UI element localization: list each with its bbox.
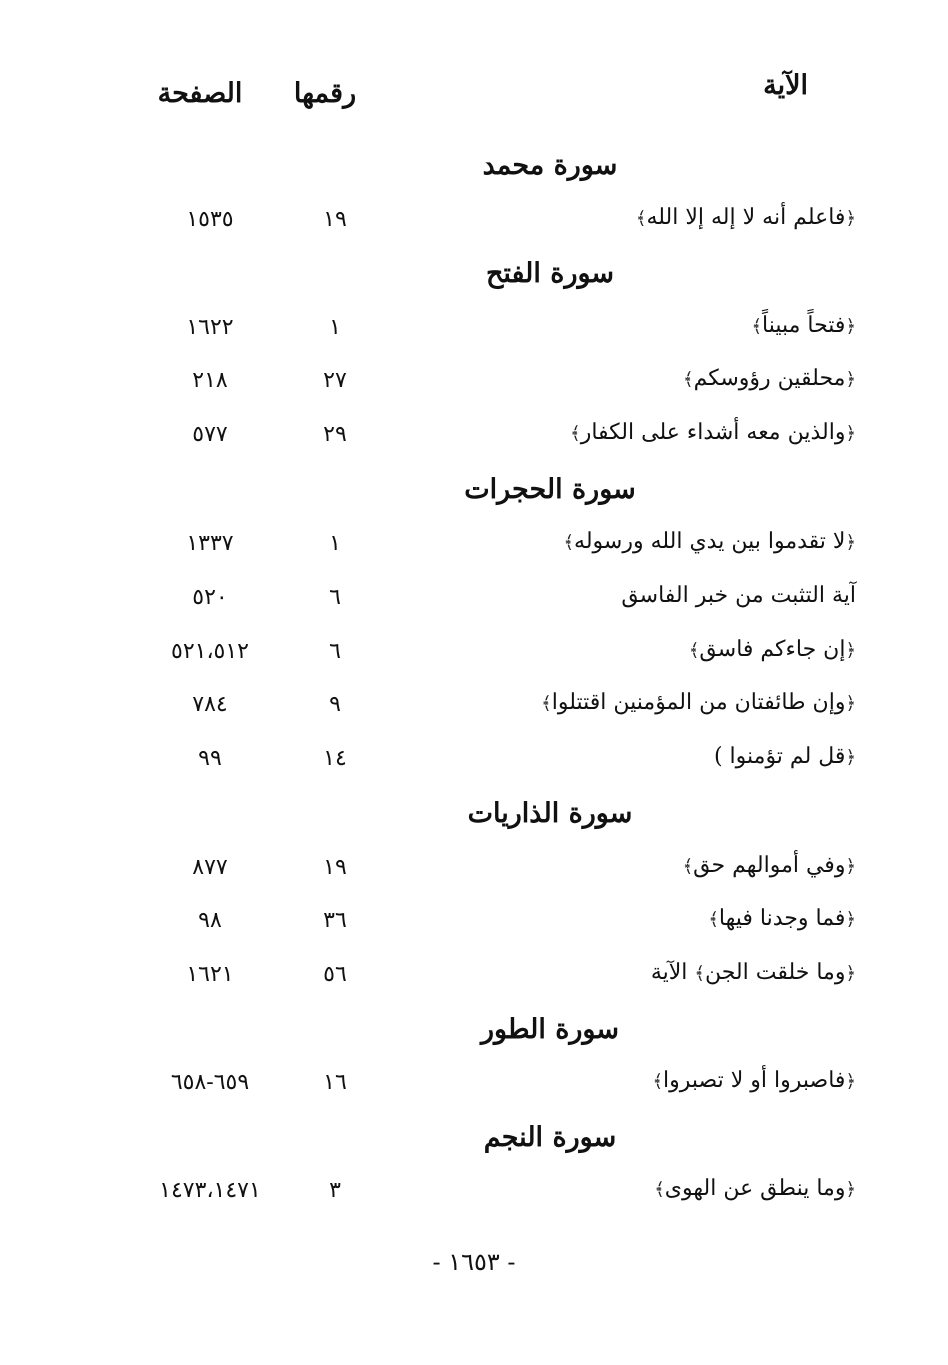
verse-number: ٥٦ — [323, 962, 347, 987]
header-number: رقمها — [293, 78, 357, 109]
table-row — [0, 960, 948, 1000]
table-row — [0, 420, 948, 460]
page-reference: ٥٧٧ — [192, 422, 228, 447]
verse-number: ١ — [329, 531, 341, 556]
verse-text: ﴿فتحاً مبيناً﴾ — [751, 313, 856, 338]
page-reference: ٩٩ — [198, 746, 222, 771]
verse-number: ١٤ — [323, 746, 347, 771]
surah-title: سورة الفتح — [485, 258, 615, 289]
verse-number: ٦ — [329, 585, 341, 610]
verse-number: ٦ — [329, 639, 341, 664]
verse-text: ﴿وفي أموالهم حق﴾ — [682, 853, 856, 878]
verse-number: ١٦ — [323, 1070, 347, 1095]
verse-text: ﴿محلقين رؤوسكم﴾ — [683, 366, 856, 391]
verse-number: ٣٦ — [323, 908, 347, 933]
verse-number: ١٩ — [323, 207, 347, 232]
verse-number: ١٩ — [323, 855, 347, 880]
verse-number: ٣ — [329, 1178, 341, 1203]
header-verse: الآية — [763, 70, 808, 101]
page-reference: ١٤٧٣،١٤٧١ — [159, 1178, 261, 1203]
verse-number: ٩ — [329, 692, 341, 717]
verse-text: ﴿فاعلم أنه لا إله إلا الله﴾ — [635, 205, 856, 230]
page-reference: ١٦٢٢ — [186, 315, 234, 340]
verse-text: ﴿قل لم تؤمنوا ) — [713, 744, 856, 769]
page-reference: ٧٨٤ — [192, 692, 228, 717]
page-reference: ٨٧٧ — [192, 855, 228, 880]
surah-title: سورة محمد — [482, 150, 618, 181]
table-row — [0, 637, 948, 677]
verse-text: ﴿وما ينطق عن الهوى﴾ — [654, 1176, 856, 1201]
header-page: الصفحة — [157, 78, 243, 109]
verse-text: ﴿والذين معه أشداء على الكفار﴾ — [570, 420, 856, 445]
verse-text: ﴿وما خلقت الجن﴾ الآية — [650, 960, 856, 985]
page-reference: ١٦٢١ — [186, 962, 234, 987]
table-row — [0, 853, 948, 893]
verse-text: ﴿وإن طائفتان من المؤمنين اقتتلوا﴾ — [541, 690, 856, 715]
page-reference: ٩٨ — [198, 908, 222, 933]
table-row — [0, 205, 948, 245]
verse-number: ٢٧ — [323, 368, 347, 393]
page-reference: ١٣٣٧ — [186, 531, 234, 556]
table-row — [0, 690, 948, 730]
table-row — [0, 366, 948, 406]
verse-text: آية التثبت من خبر الفاسق — [621, 583, 856, 608]
verse-text: ﴿إن جاءكم فاسق﴾ — [688, 637, 856, 662]
page-reference: ٥٢١،٥١٢ — [171, 639, 249, 664]
surah-title: سورة الحجرات — [464, 474, 636, 505]
table-row — [0, 744, 948, 784]
page-reference: ٥٢٠ — [192, 585, 228, 610]
page-reference: ٢١٨ — [192, 368, 228, 393]
table-row — [0, 313, 948, 353]
table-row — [0, 583, 948, 623]
table-row — [0, 906, 948, 946]
surah-title: سورة النجم — [483, 1122, 617, 1153]
page-reference: ١٥٣٥ — [186, 207, 234, 232]
surah-title: سورة الطور — [480, 1014, 620, 1045]
verse-text: ﴿فاصبروا أو لا تصبروا﴾ — [652, 1068, 856, 1093]
verse-text: ﴿لا تقدموا بين يدي الله ورسوله﴾ — [563, 529, 856, 554]
table-row — [0, 1176, 948, 1216]
table-row — [0, 1068, 948, 1108]
page-reference: ٦٥٩-٦٥٨ — [170, 1070, 250, 1095]
verse-text: ﴿فما وجدنا فيها﴾ — [708, 906, 856, 931]
table-row — [0, 529, 948, 569]
surah-title: سورة الذاريات — [467, 798, 633, 829]
page-number: - ١٦٥٣ - — [432, 1248, 516, 1276]
verse-number: ٢٩ — [323, 422, 347, 447]
verse-number: ١ — [329, 315, 341, 340]
